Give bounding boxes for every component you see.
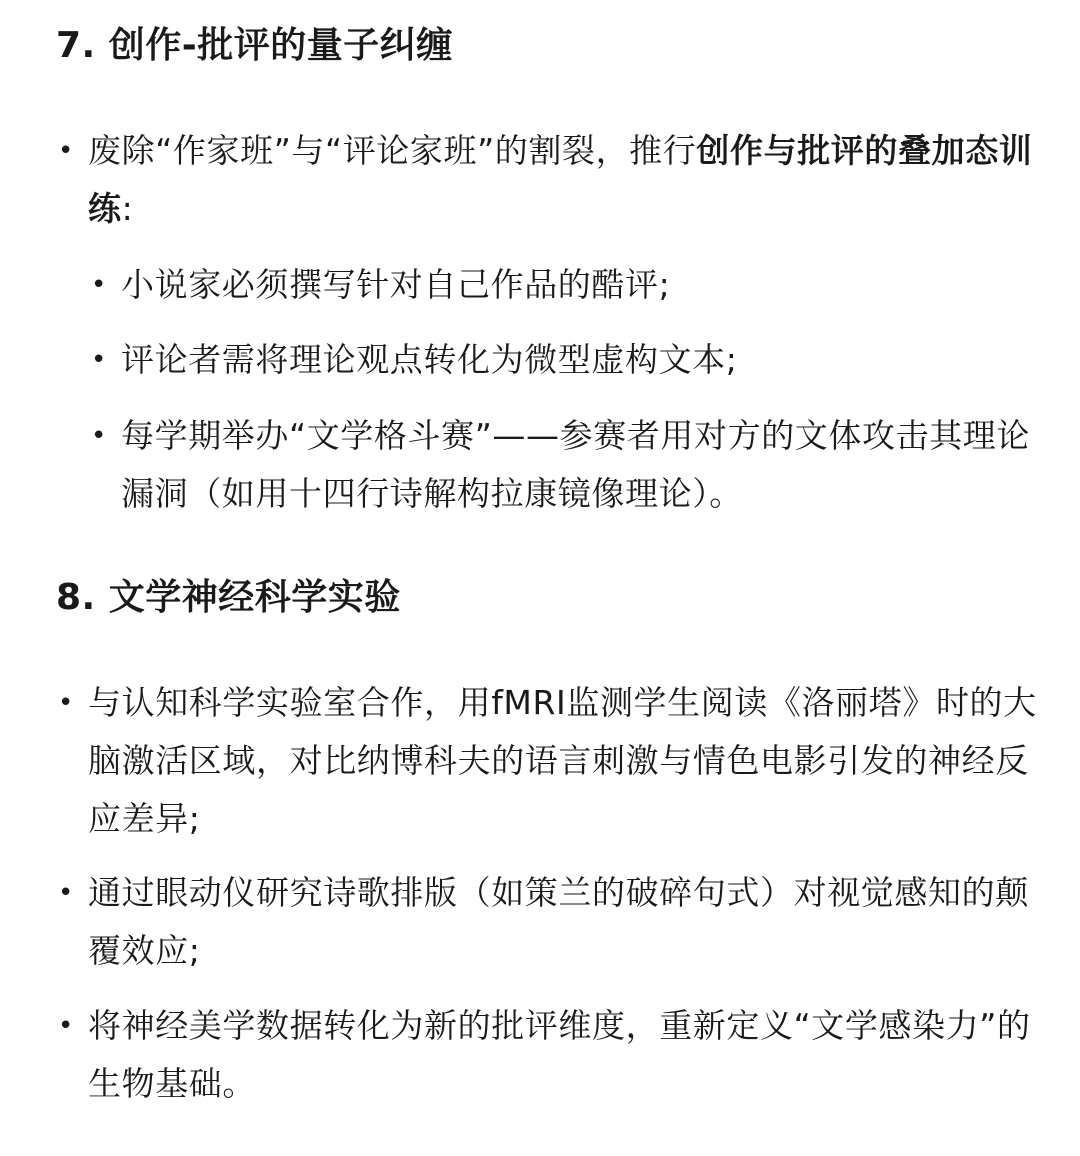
section-7-sub-item-2: • 评论者需将理论观点转化为微型虚构文本; (121, 331, 1046, 389)
section-8-title: 8. 文学神经科学实验 (56, 577, 401, 618)
section-7-sub-item-3: • 每学期举办“文学格斗赛”——参赛者用对方的文体攻击其理论漏洞（如用十四行诗解构拉康镜像理论）。 (121, 407, 1046, 523)
bullet-1-bold-text: 创作与批评的叠加态训练 (88, 131, 1033, 228)
section-7-bullet-1 (88, 122, 1048, 238)
section-7-title: 7. 创作-批评的量子纠缠 (56, 25, 453, 66)
section-8-bullet-3: • 将神经美学数据转化为新的批评维度，重新定义“文学感染力”的生物基础。 (88, 997, 1048, 1113)
bullet-1-text-after: : (121, 189, 134, 228)
bullet-1-text-before: 废除“作家班”与“评论家班”的割裂，推行 (88, 131, 697, 170)
section-8-bullet-1: • 与认知科学实验室合作，用fMRI监测学生阅读《洛丽塔》时的大脑激活区域，对比纳博科夫的语言刺激与情色电影引发的神经反应差异; (88, 674, 1048, 848)
section-7-sub-item-1: • 小说家必须撰写针对自己作品的酷评; (121, 256, 1046, 314)
section-8-bullet-2: • 通过眼动仪研究诗歌排版（如策兰的破碎句式）对视觉感知的颠覆效应; (88, 864, 1048, 980)
